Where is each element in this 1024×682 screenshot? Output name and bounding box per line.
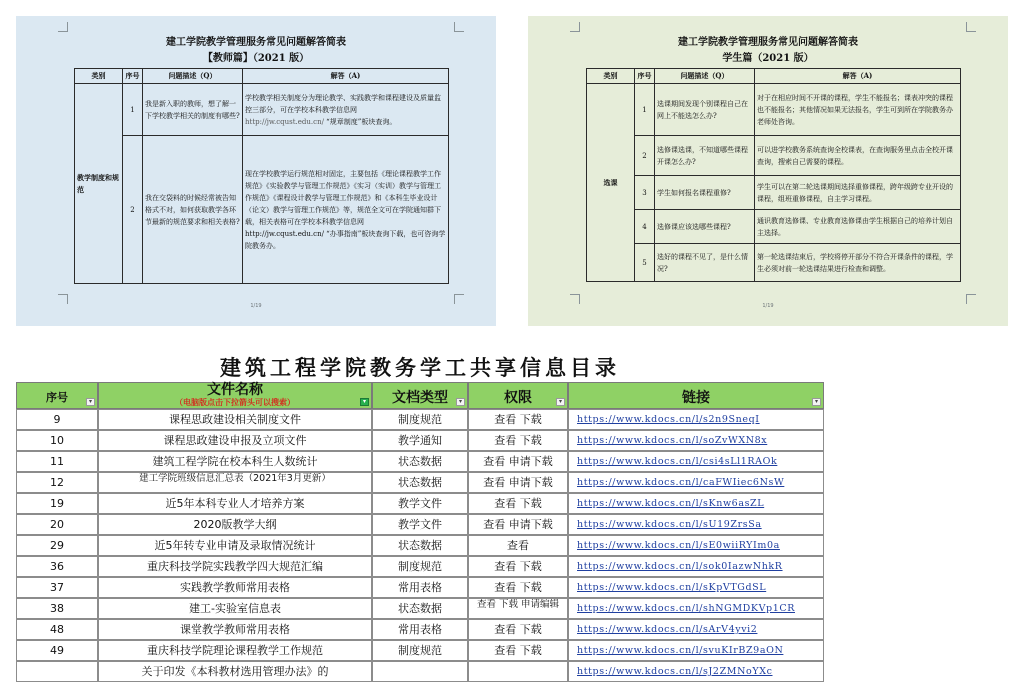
cell-doc-type: 制度规范 [372, 556, 468, 577]
cell-file-name: 关于印发《本科教材选用管理办法》的 [98, 661, 372, 682]
cell-permission: 查看 下载 [468, 577, 568, 598]
shared-info-sheet [16, 355, 824, 682]
cell-doc-type: 教学文件 [372, 493, 468, 514]
cell-link[interactable]: https://www.kdocs.cn/l/caFWIiec6NsW [568, 472, 824, 493]
cell-doc-type: 状态数据 [372, 451, 468, 472]
question-cell: 选修课应该选哪些课程? [655, 210, 755, 244]
table-row [16, 451, 824, 472]
teacher-qa-table [74, 68, 449, 284]
header-category: 类别 [75, 69, 123, 84]
table-row [587, 210, 961, 244]
table-row [16, 661, 824, 682]
row-number: 2 [123, 136, 143, 284]
answer-tail: “规章制度”板块查询。 [326, 117, 397, 126]
question-cell: 我是新入职的教师，想了解一下学校教学相关的制度有哪些? [143, 84, 243, 136]
cell-link[interactable]: https://www.kdocs.cn/l/sKpVTGdSL [568, 577, 824, 598]
row-number: 1 [123, 84, 143, 136]
column-header-link[interactable] [568, 382, 824, 409]
answer-cell: 可以进学校教务系统查询全校课表，在查询服务里点击全校开课查询，搜索自己需要的课程。 [755, 136, 961, 176]
header-answer: 解答（A) [243, 69, 449, 84]
cell-doc-type: 常用表格 [372, 577, 468, 598]
category-cell: 选课 [587, 84, 635, 282]
cell-permission: 查看 下载 [468, 556, 568, 577]
cell-doc-type: 状态数据 [372, 598, 468, 619]
cell-number: 38 [16, 598, 98, 619]
answer-link[interactable]: http://jw.cqust.edu.cn/ [245, 117, 324, 126]
column-header-doc-type[interactable] [372, 382, 468, 409]
answer-tail: “办事指南”板块查询下载，也可咨询学院教务办。 [245, 229, 446, 250]
table-row [16, 577, 824, 598]
cell-link[interactable]: https://www.kdocs.cn/l/sArV4yvi2 [568, 619, 824, 640]
cell-file-name: 课程思政建设相关制度文件 [98, 409, 372, 430]
row-number: 3 [635, 176, 655, 210]
cell-file-name: 建工-实验室信息表 [98, 598, 372, 619]
filter-dropdown-icon[interactable]: ▾ [456, 398, 465, 406]
cell-link[interactable]: https://www.kdocs.cn/l/sJ2ZMNoYXc [568, 661, 824, 682]
filter-dropdown-icon[interactable]: ▾ [360, 398, 369, 406]
cell-doc-type: 状态数据 [372, 535, 468, 556]
category-cell: 教学制度和规范 [75, 84, 123, 284]
cell-link[interactable]: https://www.kdocs.cn/l/soZvWXN8x [568, 430, 824, 451]
header-label: 文档类型 [392, 390, 448, 406]
table-row [16, 556, 824, 577]
student-qa-table [586, 68, 961, 282]
cell-permission: 查看 下载 [468, 640, 568, 661]
cell-doc-type: 常用表格 [372, 619, 468, 640]
table-row [16, 535, 824, 556]
cell-permission: 查看 下载 申请编辑 [468, 598, 568, 619]
cell-number: 20 [16, 514, 98, 535]
cell-permission: 查看 下载 [468, 493, 568, 514]
header-question: 问题描述（Q） [655, 69, 755, 84]
table-row [16, 598, 824, 619]
header-hint: （电脑版点击下拉箭头可以搜索） [175, 398, 295, 407]
cell-number: 49 [16, 640, 98, 661]
answer-cell [243, 136, 449, 284]
header-number: 序号 [635, 69, 655, 84]
table-row [75, 136, 449, 284]
student-doc-page [528, 16, 1008, 326]
answer-cell: 通识教育选修课、专业教育选修课由学生根据自己的培养计划自主选择。 [755, 210, 961, 244]
cell-file-name: 建工学院班级信息汇总表（2021年3月更新） [98, 472, 372, 493]
cell-file-name: 近5年转专业申请及录取情况统计 [98, 535, 372, 556]
cell-link[interactable]: https://www.kdocs.cn/l/shNGMDKVp1CR [568, 598, 824, 619]
table-row [16, 640, 824, 661]
table-row [587, 84, 961, 136]
cell-file-name: 课堂教学教师常用表格 [98, 619, 372, 640]
page-corner-mark [570, 22, 580, 32]
cell-link[interactable]: https://www.kdocs.cn/l/sU19ZrsSa [568, 514, 824, 535]
question-cell: 选课期间发现个别课程自己在网上不能选怎么办? [655, 84, 755, 136]
table-row [587, 244, 961, 282]
student-doc-title: 建工学院教学管理服务常见问题解答简表 [678, 37, 858, 48]
cell-number: 12 [16, 472, 98, 493]
cell-number [16, 661, 98, 682]
teacher-doc-page [16, 16, 496, 326]
cell-number: 11 [16, 451, 98, 472]
cell-permission [468, 661, 568, 682]
teacher-doc-title: 建工学院教学管理服务常见问题解答简表 [166, 37, 346, 48]
cell-file-name: 2020版教学大纲 [98, 514, 372, 535]
table-row [16, 514, 824, 535]
cell-file-name: 实践教学教师常用表格 [98, 577, 372, 598]
table-row [587, 136, 961, 176]
cell-doc-type: 制度规范 [372, 640, 468, 661]
cell-number: 37 [16, 577, 98, 598]
sheet-title: 建筑工程学院教务学工共享信息目录 [220, 356, 620, 380]
cell-link[interactable]: https://www.kdocs.cn/l/svuKIrBZ9aON [568, 640, 824, 661]
question-cell: 选好的课程不见了，是什么情况? [655, 244, 755, 282]
table-row [16, 619, 824, 640]
header-label: 文件名称 [207, 382, 263, 398]
cell-file-name: 重庆科技学院理论课程教学工作规范 [98, 640, 372, 661]
table-row [75, 84, 449, 136]
cell-link[interactable]: https://www.kdocs.cn/l/sE0wiiRYIm0a [568, 535, 824, 556]
header-label: 链接 [682, 390, 710, 406]
cell-file-name: 重庆科技学院实践教学四大规范汇编 [98, 556, 372, 577]
header-label: 权限 [504, 390, 532, 406]
row-number: 4 [635, 210, 655, 244]
question-cell: 学生如何报名课程重修? [655, 176, 755, 210]
table-row [16, 409, 824, 430]
cell-doc-type [372, 661, 468, 682]
filter-dropdown-icon[interactable]: ▾ [556, 398, 565, 406]
answer-link[interactable]: http://jw.cqust.edu.cn/ [245, 229, 324, 238]
cell-file-name: 建筑工程学院在校本科生人数统计 [98, 451, 372, 472]
table-header-row [587, 69, 961, 84]
cell-number: 9 [16, 409, 98, 430]
page-corner-mark [58, 22, 68, 32]
cell-permission: 查看 申请下载 [468, 451, 568, 472]
column-header-number[interactable] [16, 382, 98, 409]
row-number: 5 [635, 244, 655, 282]
page-indicator: 1/19 [250, 303, 262, 309]
cell-file-name: 近5年本科专业人才培养方案 [98, 493, 372, 514]
cell-doc-type: 教学文件 [372, 514, 468, 535]
cell-permission: 查看 申请下载 [468, 472, 568, 493]
filter-dropdown-icon[interactable]: ▾ [86, 398, 95, 406]
question-cell: 我在交袋料的时候经常被告知格式不对，如何获取教学各环节最新的规范要求和相关表格? [143, 136, 243, 284]
cell-number: 10 [16, 430, 98, 451]
table-header-row [75, 69, 449, 84]
cell-permission: 查看 下载 [468, 430, 568, 451]
column-header-file-name[interactable] [98, 382, 372, 409]
cell-number: 19 [16, 493, 98, 514]
page-corner-mark [966, 22, 976, 32]
filter-dropdown-icon[interactable]: ▾ [812, 398, 821, 406]
column-header-permission[interactable] [468, 382, 568, 409]
cell-permission: 查看 申请下载 [468, 514, 568, 535]
page-corner-mark [454, 22, 464, 32]
cell-link[interactable]: https://www.kdocs.cn/l/s2n9SneqI [568, 409, 824, 430]
row-number: 1 [635, 84, 655, 136]
cell-permission: 查看 [468, 535, 568, 556]
page-indicator: 1/19 [762, 303, 774, 309]
cell-file-name: 课程思政建设申报及立项文件 [98, 430, 372, 451]
cell-doc-type: 制度规范 [372, 409, 468, 430]
row-number: 2 [635, 136, 655, 176]
cell-permission: 查看 下载 [468, 409, 568, 430]
cell-link[interactable]: https://www.kdocs.cn/l/csi4sLl1RAOk [568, 451, 824, 472]
answer-text: 现在学校教学运行规范相对固定，主要包括《理论课程教学工作规范》《实验教学与管理工作规范》《实习（实训）教学与管理工作规范》《课程设计教学与管理工作规范》和《本科生毕业设计（论文）教学与管理工作规范》等，规范全文可在学院通知群下载，相关表格可在学校本科教学信息网 [245, 169, 441, 226]
header-category: 类别 [587, 69, 635, 84]
header-number: 序号 [123, 69, 143, 84]
answer-cell: 学生可以在第二轮选课期间选择重修课程，跨年级跨专业开设的课程，组班重修课程，自主学习课程。 [755, 176, 961, 210]
header-answer: 解答（A) [755, 69, 961, 84]
cell-doc-type: 状态数据 [372, 472, 468, 493]
cell-number: 36 [16, 556, 98, 577]
table-row [16, 472, 824, 493]
header-question: 问题描述（Q） [143, 69, 243, 84]
header-label: 序号 [46, 391, 68, 404]
cell-number: 29 [16, 535, 98, 556]
table-row [16, 430, 824, 451]
question-cell: 选修课选课，不知道哪些课程开课怎么办? [655, 136, 755, 176]
answer-text: 学校教学相关制度分为理论教学、实践教学和课程建设及质量监控三部分，可在学校本科教学信息网 [245, 93, 441, 114]
answer-cell: 第一轮选课结束后，学校将停开部分不符合开课条件的课程，学生必须对前一轮选课结果进行检查和调整。 [755, 244, 961, 282]
answer-cell: 对于在相应时间不开课的课程，学生不能报名；课表冲突的课程也不能报名；其他情况如果无法报名，学生可到所在学院教务办老师处咨询。 [755, 84, 961, 136]
cell-link[interactable]: https://www.kdocs.cn/l/sok0IazwNhkR [568, 556, 824, 577]
cell-link[interactable]: https://www.kdocs.cn/l/sKnw6asZL [568, 493, 824, 514]
cell-doc-type: 教学通知 [372, 430, 468, 451]
answer-cell [243, 84, 449, 136]
cell-number: 48 [16, 619, 98, 640]
cell-permission: 查看 下载 [468, 619, 568, 640]
table-row [16, 493, 824, 514]
table-row [587, 176, 961, 210]
teacher-doc-subtitle: 【教师篇】（2021 版） [202, 53, 310, 64]
student-doc-subtitle: 学生篇（2021 版） [722, 53, 814, 64]
